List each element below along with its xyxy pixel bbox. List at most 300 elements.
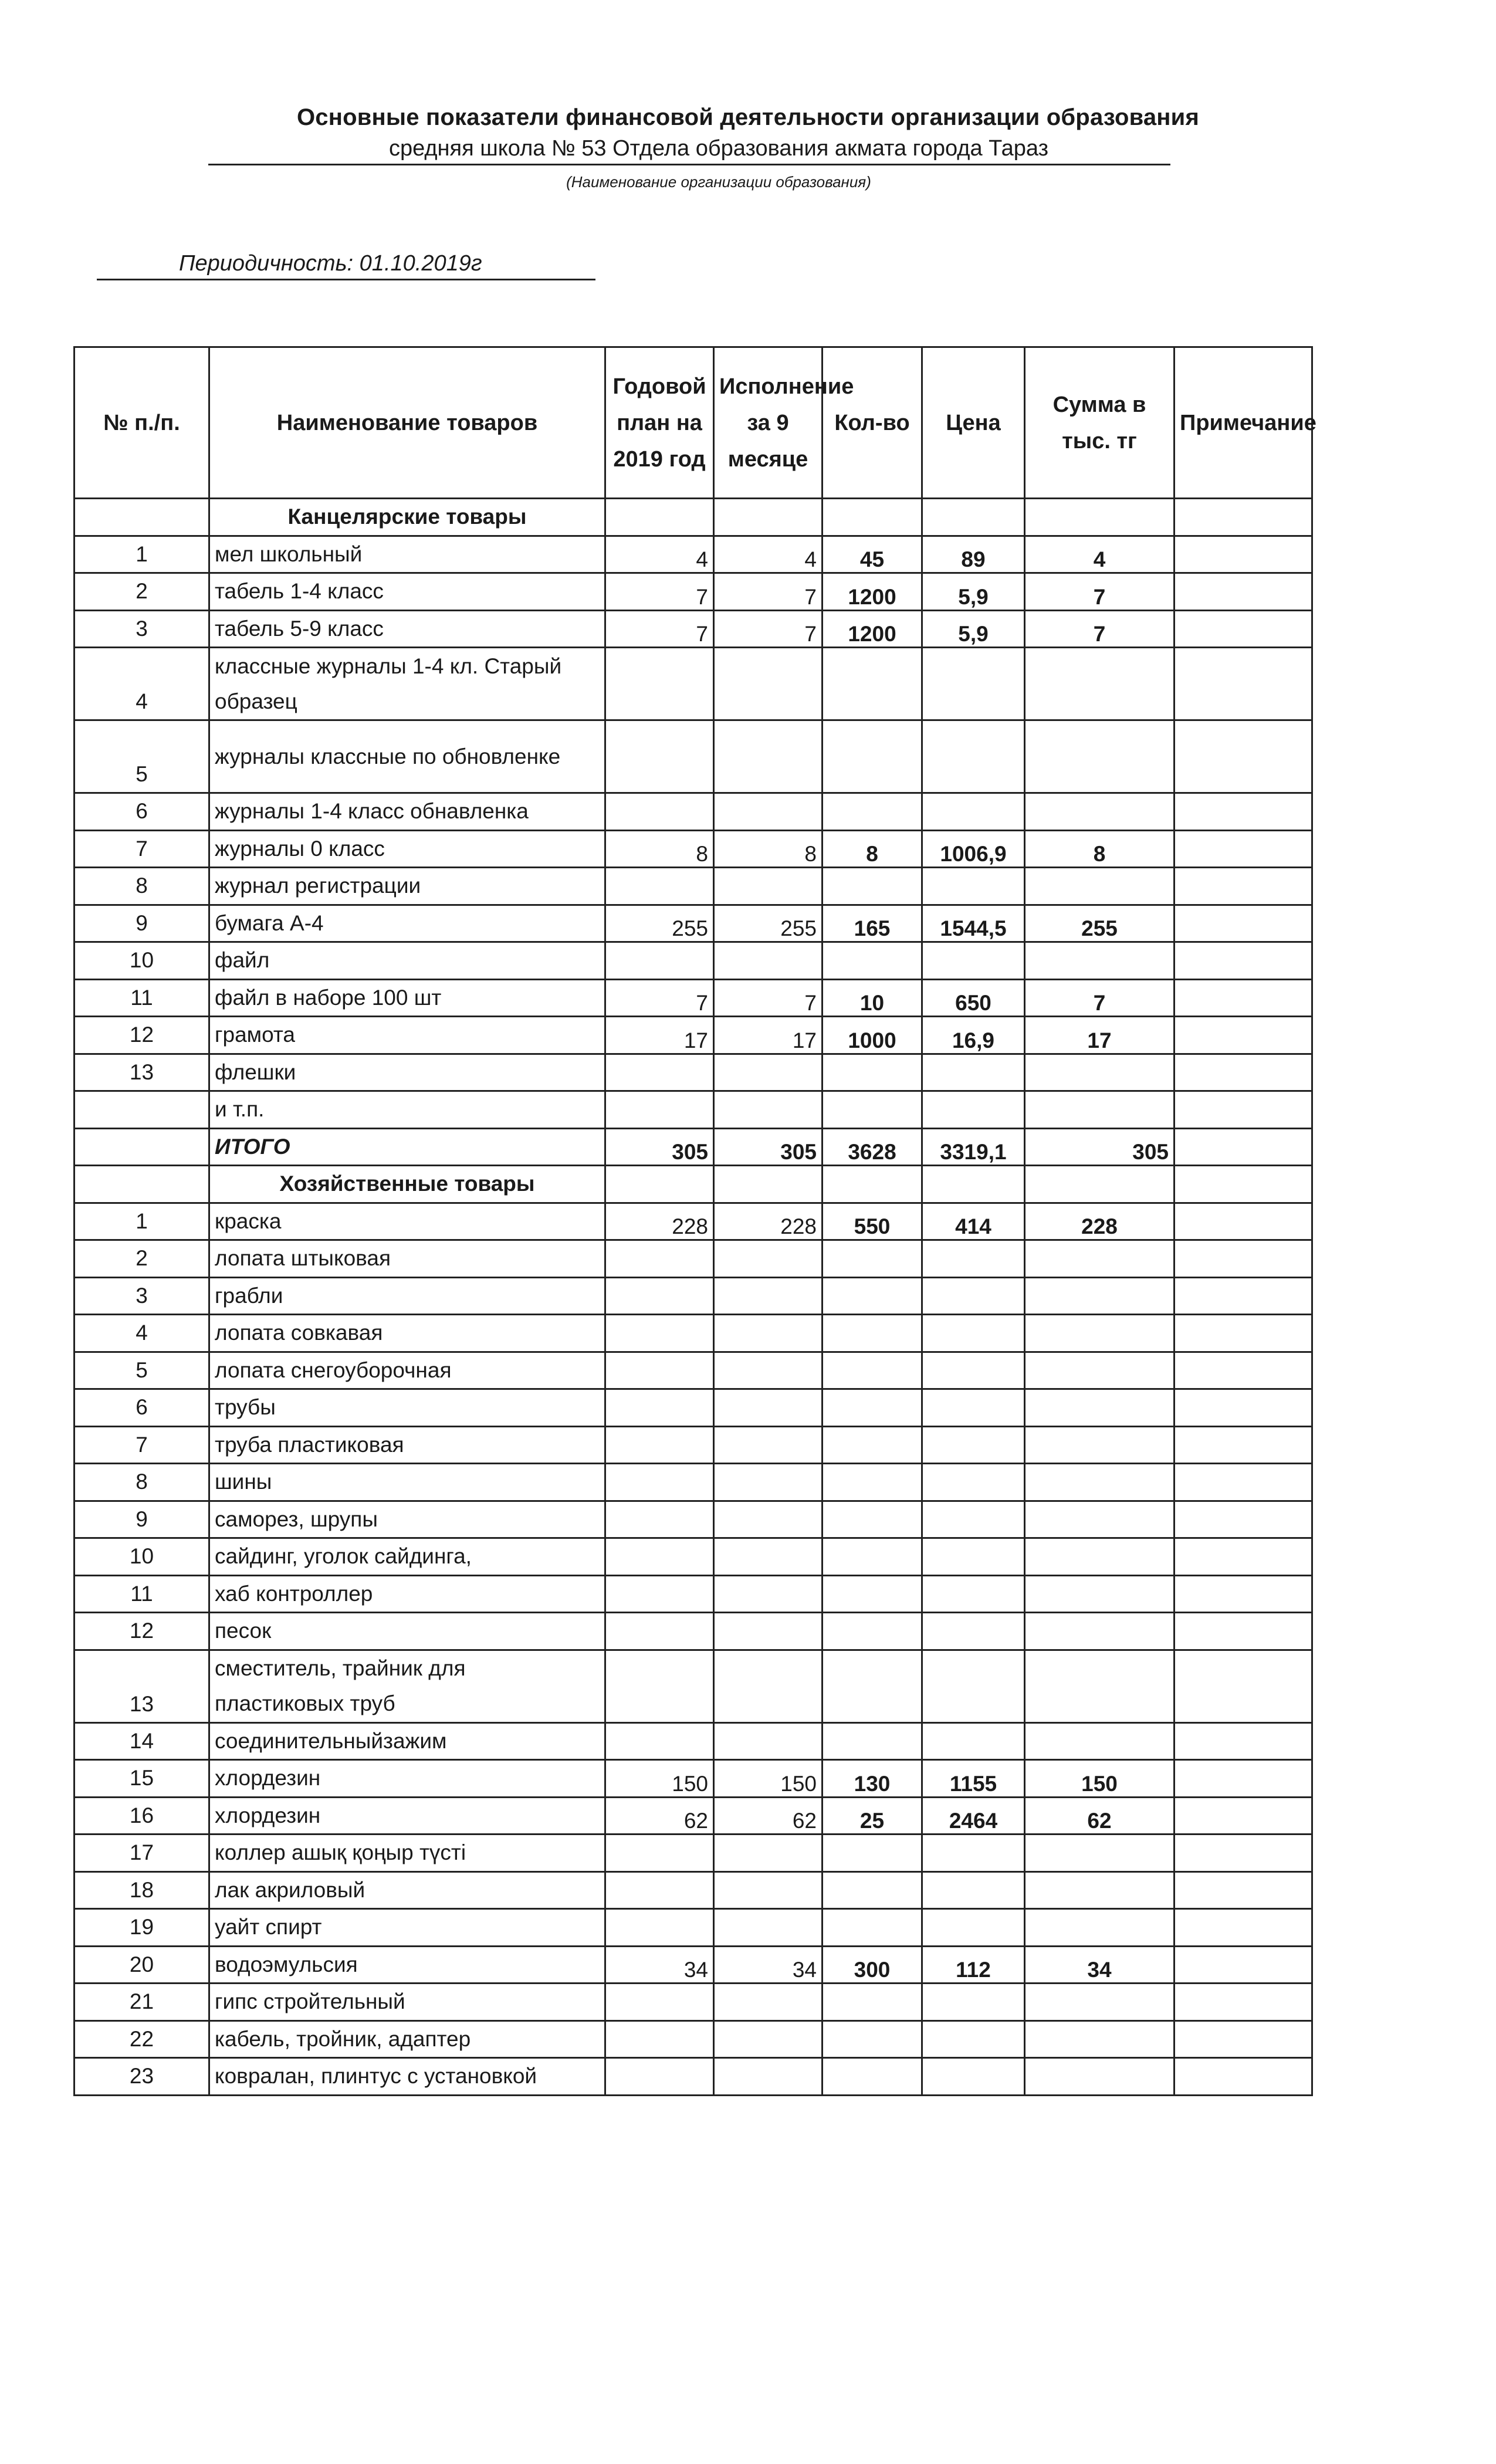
cell-qty (823, 1054, 922, 1091)
cell-sum (1025, 1277, 1175, 1315)
header-price: Цена (922, 347, 1025, 499)
cell-name: журналы классные по обновленке (209, 720, 605, 793)
cell-note (1175, 1613, 1312, 1650)
cell-name: гипс стройтельный (209, 1984, 605, 2021)
table-row (75, 1797, 1312, 1835)
table-row (75, 793, 1312, 831)
cell-num: 4 (75, 1315, 209, 1352)
cell-exec (714, 1538, 823, 1576)
cell-num: 5 (75, 720, 209, 793)
cell-note (1175, 1984, 1312, 2021)
cell-price: 2464 (922, 1797, 1025, 1835)
cell-exec: 4 (714, 536, 823, 573)
cell-price (922, 868, 1025, 905)
cell-qty: 10 (823, 979, 922, 1017)
cell-num: 9 (75, 1501, 209, 1538)
cell-price (922, 1054, 1025, 1091)
table-row (75, 1166, 1312, 1203)
cell-price: 89 (922, 536, 1025, 573)
table-row (75, 830, 1312, 868)
header-name: Наименование товаров (209, 347, 605, 499)
cell-sum (1025, 1315, 1175, 1352)
cell-note (1175, 573, 1312, 611)
cell-price (922, 1909, 1025, 1947)
cell-qty (823, 1722, 922, 1760)
cell-num: 9 (75, 905, 209, 942)
cell-num: 12 (75, 1017, 209, 1054)
cell-note (1175, 1909, 1312, 1947)
cell-plan (605, 499, 714, 536)
cell-num: 13 (75, 1054, 209, 1091)
cell-plan (605, 1426, 714, 1464)
cell-name: хаб контроллер (209, 1575, 605, 1613)
cell-name: сместитель, трайник для пластиковых труб (209, 1650, 605, 1722)
cell-sum: 4 (1025, 536, 1175, 573)
cell-qty (823, 1538, 922, 1576)
cell-note (1175, 499, 1312, 536)
table-row (75, 1946, 1312, 1984)
cell-num: 2 (75, 1240, 209, 1278)
cell-sum: 7 (1025, 979, 1175, 1017)
cell-name: хлордезин (209, 1760, 605, 1798)
cell-plan (605, 793, 714, 831)
cell-note (1175, 1240, 1312, 1278)
cell-plan (605, 1464, 714, 1501)
cell-exec: 255 (714, 905, 823, 942)
cell-num (75, 1128, 209, 1166)
cell-sum (1025, 1054, 1175, 1091)
cell-qty (823, 648, 922, 720)
cell-sum: 8 (1025, 830, 1175, 868)
cell-note (1175, 1389, 1312, 1427)
cell-exec (714, 793, 823, 831)
table-row (75, 1426, 1312, 1464)
cell-plan (605, 1613, 714, 1650)
cell-num: 3 (75, 610, 209, 648)
cell-exec: 34 (714, 1946, 823, 1984)
cell-sum (1025, 1650, 1175, 1722)
cell-qty (823, 1426, 922, 1464)
cell-price (922, 1091, 1025, 1129)
table-body (75, 499, 1312, 2096)
cell-name: труба пластиковая (209, 1426, 605, 1464)
table-row (75, 1613, 1312, 1650)
cell-qty: 25 (823, 1797, 922, 1835)
cell-plan: 150 (605, 1760, 714, 1798)
cell-name: табель 1-4 класс (209, 573, 605, 611)
cell-qty (823, 499, 922, 536)
cell-plan (605, 1277, 714, 1315)
cell-price (922, 1315, 1025, 1352)
cell-note (1175, 1871, 1312, 1909)
cell-price (922, 1426, 1025, 1464)
cell-name: мел школьный (209, 536, 605, 573)
cell-note (1175, 2058, 1312, 2096)
cell-plan (605, 1835, 714, 1872)
cell-name: песок (209, 1613, 605, 1650)
cell-num: 8 (75, 868, 209, 905)
cell-sum (1025, 1464, 1175, 1501)
table-row (75, 1128, 1312, 1166)
cell-num: 15 (75, 1760, 209, 1798)
cell-exec (714, 499, 823, 536)
cell-num: 3 (75, 1277, 209, 1315)
cell-exec (714, 942, 823, 980)
header-plan: Годовой план на 2019 год (605, 347, 714, 499)
table-row (75, 1871, 1312, 1909)
table-row (75, 905, 1312, 942)
table-row (75, 2020, 1312, 2058)
cell-exec (714, 1240, 823, 1278)
table-row (75, 1760, 1312, 1798)
cell-price (922, 2020, 1025, 2058)
cell-name: шины (209, 1464, 605, 1501)
cell-plan: 7 (605, 979, 714, 1017)
cell-price: 5,9 (922, 610, 1025, 648)
cell-qty: 45 (823, 536, 922, 573)
cell-exec (714, 1464, 823, 1501)
cell-note (1175, 1575, 1312, 1613)
cell-note (1175, 1722, 1312, 1760)
cell-num: 2 (75, 573, 209, 611)
table-row (75, 573, 1312, 611)
cell-qty (823, 2020, 922, 2058)
cell-price: 3319,1 (922, 1128, 1025, 1166)
cell-num: 10 (75, 1538, 209, 1576)
cell-plan: 17 (605, 1017, 714, 1054)
cell-plan (605, 1240, 714, 1278)
cell-sum (1025, 1501, 1175, 1538)
cell-sum (1025, 793, 1175, 831)
cell-plan (605, 648, 714, 720)
cell-price: 5,9 (922, 573, 1025, 611)
table-row (75, 1315, 1312, 1352)
cell-name: бумага А-4 (209, 905, 605, 942)
cell-exec (714, 1575, 823, 1613)
cell-plan: 8 (605, 830, 714, 868)
cell-num: 6 (75, 1389, 209, 1427)
cell-note (1175, 1166, 1312, 1203)
header-note: Примечание (1175, 347, 1312, 499)
cell-price (922, 1650, 1025, 1722)
cell-num: 18 (75, 1871, 209, 1909)
cell-price (922, 1389, 1025, 1427)
cell-note (1175, 830, 1312, 868)
cell-price (922, 1613, 1025, 1650)
cell-sum (1025, 1091, 1175, 1129)
table-row (75, 1538, 1312, 1576)
table-row (75, 648, 1312, 720)
cell-qty (823, 1091, 922, 1129)
table-row (75, 1203, 1312, 1240)
cell-exec (714, 1389, 823, 1427)
cell-sum (1025, 499, 1175, 536)
cell-plan (605, 1984, 714, 2021)
cell-plan (605, 1501, 714, 1538)
cell-exec: 228 (714, 1203, 823, 1240)
cell-exec: 305 (714, 1128, 823, 1166)
cell-exec (714, 1277, 823, 1315)
table-row (75, 1277, 1312, 1315)
cell-price (922, 720, 1025, 793)
cell-qty (823, 942, 922, 980)
cell-plan: 305 (605, 1128, 714, 1166)
cell-plan: 255 (605, 905, 714, 942)
cell-name: файл в наборе 100 шт (209, 979, 605, 1017)
cell-plan (605, 1575, 714, 1613)
cell-exec: 7 (714, 610, 823, 648)
cell-name: лопата снегоуборочная (209, 1352, 605, 1389)
cell-price (922, 1277, 1025, 1315)
cell-price (922, 1722, 1025, 1760)
table-row (75, 1575, 1312, 1613)
cell-price (922, 1538, 1025, 1576)
cell-name: и т.п. (209, 1091, 605, 1129)
cell-qty: 300 (823, 1946, 922, 1984)
cell-exec (714, 1722, 823, 1760)
table-row (75, 1835, 1312, 1872)
cell-qty (823, 1501, 922, 1538)
cell-qty: 8 (823, 830, 922, 868)
cell-qty (823, 1240, 922, 1278)
cell-num: 11 (75, 979, 209, 1017)
cell-num: 5 (75, 1352, 209, 1389)
cell-plan (605, 2058, 714, 2096)
cell-exec (714, 1352, 823, 1389)
cell-price: 1544,5 (922, 905, 1025, 942)
cell-note (1175, 648, 1312, 720)
cell-exec: 7 (714, 979, 823, 1017)
cell-sum: 150 (1025, 1760, 1175, 1798)
cell-sum (1025, 868, 1175, 905)
cell-sum (1025, 2020, 1175, 2058)
table-row (75, 1909, 1312, 1947)
cell-exec (714, 1613, 823, 1650)
cell-sum (1025, 1426, 1175, 1464)
table-row (75, 1464, 1312, 1501)
cell-qty (823, 1871, 922, 1909)
cell-plan (605, 1722, 714, 1760)
table-row (75, 1650, 1312, 1722)
cell-sum (1025, 1871, 1175, 1909)
cell-price (922, 1984, 1025, 2021)
organization-name: средняя школа № 53 Отдела образования акмата города Тараз (208, 136, 1170, 165)
table-row (75, 1017, 1312, 1054)
cell-name: журнал регистрации (209, 868, 605, 905)
cell-price: 1155 (922, 1760, 1025, 1798)
cell-num: 1 (75, 1203, 209, 1240)
cell-note (1175, 720, 1312, 793)
cell-sum: 7 (1025, 573, 1175, 611)
cell-price (922, 1352, 1025, 1389)
cell-exec (714, 1315, 823, 1352)
cell-name: журналы 0 класс (209, 830, 605, 868)
cell-num (75, 1091, 209, 1129)
cell-qty: 550 (823, 1203, 922, 1240)
cell-num: 17 (75, 1835, 209, 1872)
cell-sum (1025, 1538, 1175, 1576)
cell-sum: 305 (1025, 1128, 1175, 1166)
cell-num: 21 (75, 1984, 209, 2021)
table-row (75, 499, 1312, 536)
cell-note (1175, 1277, 1312, 1315)
cell-name: грамота (209, 1017, 605, 1054)
cell-plan (605, 1054, 714, 1091)
cell-price (922, 1464, 1025, 1501)
cell-qty (823, 1835, 922, 1872)
cell-qty (823, 1575, 922, 1613)
cell-qty (823, 793, 922, 831)
cell-exec (714, 1501, 823, 1538)
cell-plan (605, 1315, 714, 1352)
cell-plan (605, 1352, 714, 1389)
cell-num: 7 (75, 830, 209, 868)
cell-note (1175, 1946, 1312, 1984)
table-row (75, 1722, 1312, 1760)
cell-plan (605, 1166, 714, 1203)
cell-sum (1025, 942, 1175, 980)
cell-sum: 7 (1025, 610, 1175, 648)
cell-price (922, 1871, 1025, 1909)
cell-name: лопата совкавая (209, 1315, 605, 1352)
cell-price: 1006,9 (922, 830, 1025, 868)
cell-name: ИТОГО (209, 1128, 605, 1166)
cell-note (1175, 1797, 1312, 1835)
cell-note (1175, 1017, 1312, 1054)
header-sum: Сумма в тыс. тг (1025, 347, 1175, 499)
cell-plan: 7 (605, 573, 714, 611)
cell-qty (823, 1613, 922, 1650)
table-row (75, 1091, 1312, 1129)
cell-sum (1025, 2058, 1175, 2096)
table-row (75, 1501, 1312, 1538)
cell-name: соединительныйзажим (209, 1722, 605, 1760)
cell-plan (605, 1909, 714, 1947)
cell-note (1175, 1464, 1312, 1501)
cell-name: Хозяйственные товары (209, 1166, 605, 1203)
cell-qty: 165 (823, 905, 922, 942)
cell-exec: 7 (714, 573, 823, 611)
cell-exec (714, 1871, 823, 1909)
cell-note (1175, 2020, 1312, 2058)
cell-note (1175, 1091, 1312, 1129)
cell-exec (714, 2058, 823, 2096)
cell-qty: 1200 (823, 573, 922, 611)
cell-name: краска (209, 1203, 605, 1240)
cell-note (1175, 1760, 1312, 1798)
cell-exec: 150 (714, 1760, 823, 1798)
table-row (75, 868, 1312, 905)
periodicity: Периодичность: 01.10.2019г (97, 251, 595, 280)
cell-qty: 130 (823, 1760, 922, 1798)
cell-price: 650 (922, 979, 1025, 1017)
cell-sum (1025, 648, 1175, 720)
organization-caption: (Наименование организации образования) (566, 173, 871, 191)
cell-name: ковралан, плинтус с установкой (209, 2058, 605, 2096)
cell-name: трубы (209, 1389, 605, 1427)
cell-name: Канцелярские товары (209, 499, 605, 536)
cell-price (922, 648, 1025, 720)
cell-name: флешки (209, 1054, 605, 1091)
cell-plan (605, 1091, 714, 1129)
cell-name: табель 5-9 класс (209, 610, 605, 648)
cell-name: файл (209, 942, 605, 980)
cell-exec (714, 1091, 823, 1129)
table-row (75, 1984, 1312, 2021)
cell-name: хлордезин (209, 1797, 605, 1835)
cell-plan (605, 1389, 714, 1427)
cell-num: 11 (75, 1575, 209, 1613)
cell-exec (714, 1984, 823, 2021)
cell-num: 20 (75, 1946, 209, 1984)
cell-sum (1025, 1722, 1175, 1760)
cell-price (922, 2058, 1025, 2096)
cell-qty (823, 1315, 922, 1352)
cell-note (1175, 1501, 1312, 1538)
cell-note (1175, 868, 1312, 905)
cell-note (1175, 979, 1312, 1017)
cell-plan (605, 868, 714, 905)
cell-sum (1025, 1389, 1175, 1427)
cell-qty (823, 868, 922, 905)
cell-note (1175, 536, 1312, 573)
cell-note (1175, 1128, 1312, 1166)
table-header-row (75, 347, 1312, 499)
cell-price (922, 1501, 1025, 1538)
cell-name: журналы 1-4 класс обнавленка (209, 793, 605, 831)
cell-exec (714, 648, 823, 720)
cell-plan (605, 1538, 714, 1576)
cell-note (1175, 793, 1312, 831)
cell-sum (1025, 1352, 1175, 1389)
table-row (75, 536, 1312, 573)
cell-note (1175, 1650, 1312, 1722)
cell-num: 14 (75, 1722, 209, 1760)
cell-sum: 255 (1025, 905, 1175, 942)
cell-sum (1025, 1166, 1175, 1203)
cell-note (1175, 1426, 1312, 1464)
cell-exec (714, 1650, 823, 1722)
cell-price (922, 1166, 1025, 1203)
cell-num: 7 (75, 1426, 209, 1464)
cell-price (922, 1835, 1025, 1872)
cell-price (922, 499, 1025, 536)
cell-name: лак акриловый (209, 1871, 605, 1909)
cell-qty: 3628 (823, 1128, 922, 1166)
cell-qty: 1200 (823, 610, 922, 648)
cell-note (1175, 1054, 1312, 1091)
cell-price (922, 1240, 1025, 1278)
cell-name: сайдинг, уголок сайдинга, (209, 1538, 605, 1576)
cell-price (922, 1575, 1025, 1613)
cell-name: коллер ашық қоңыр түсті (209, 1835, 605, 1872)
table-row (75, 720, 1312, 793)
cell-plan (605, 720, 714, 793)
cell-name: грабли (209, 1277, 605, 1315)
cell-sum (1025, 1575, 1175, 1613)
cell-num: 12 (75, 1613, 209, 1650)
table-row (75, 1054, 1312, 1091)
cell-plan (605, 942, 714, 980)
cell-price: 16,9 (922, 1017, 1025, 1054)
cell-price (922, 793, 1025, 831)
cell-exec: 8 (714, 830, 823, 868)
cell-sum (1025, 720, 1175, 793)
table-row (75, 610, 1312, 648)
cell-qty (823, 1389, 922, 1427)
table-row (75, 1352, 1312, 1389)
header-qty: Кол-во (823, 347, 922, 499)
